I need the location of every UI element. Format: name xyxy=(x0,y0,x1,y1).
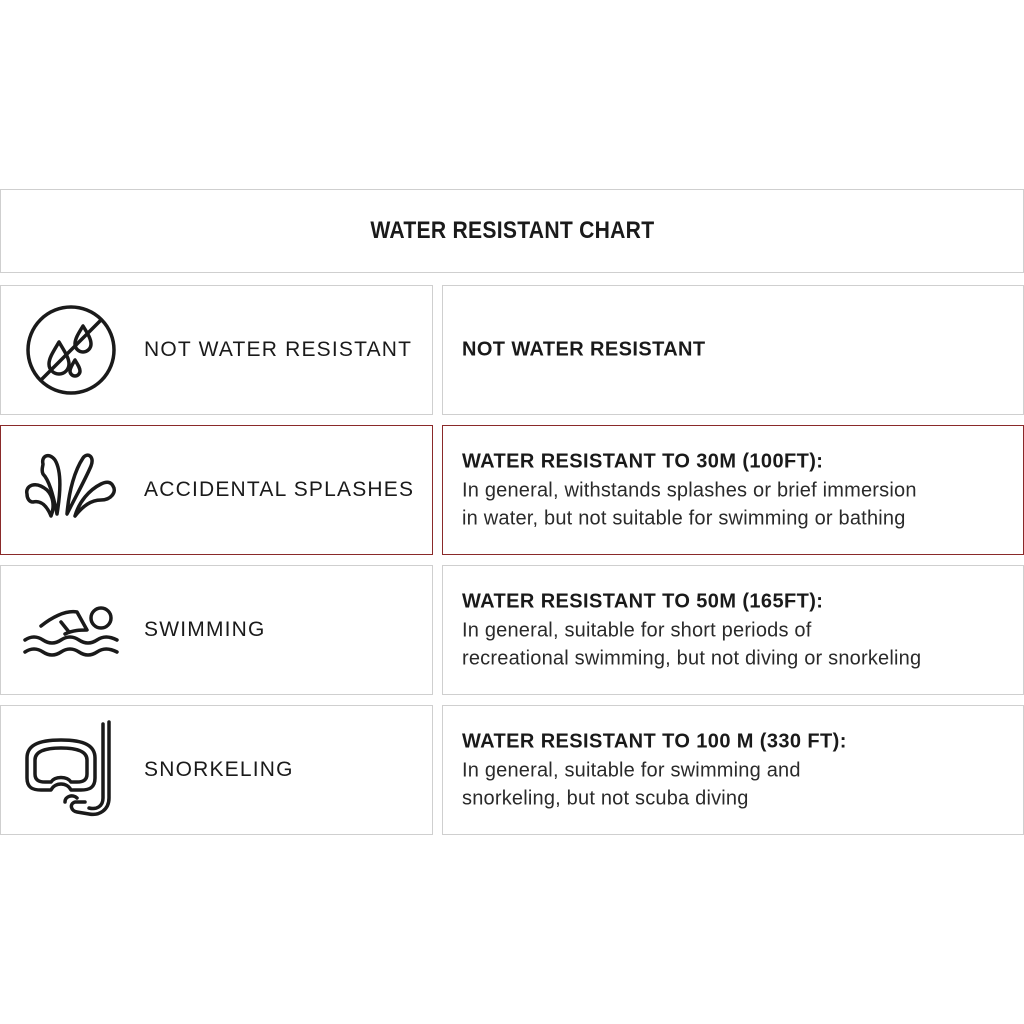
description-line: in water, but not suitable for swimming or bathing xyxy=(462,507,906,530)
category-cell-not-water-resistant xyxy=(0,285,433,415)
description-block xyxy=(462,448,1012,533)
category-cell-snorkeling xyxy=(0,705,433,835)
category-label: NOT WATER RESISTANT xyxy=(144,338,413,361)
splash-icon xyxy=(21,440,121,540)
description-line: snorkeling, but not scuba diving xyxy=(462,787,749,810)
chart-title: WATER RESISTANT CHART xyxy=(369,217,654,244)
description-block xyxy=(462,336,1012,365)
description-line: In general, suitable for swimming and xyxy=(462,759,801,782)
description-body xyxy=(462,757,1012,813)
category-cell-swimming xyxy=(0,565,433,695)
description-heading: WATER RESISTANT TO 100 M (330 FT): xyxy=(462,730,847,753)
description-block xyxy=(462,588,1012,673)
swimmer-icon xyxy=(21,580,121,680)
description-heading: NOT WATER RESISTANT xyxy=(462,338,706,361)
chart-title-box xyxy=(0,189,1024,273)
description-cell-swimming xyxy=(442,565,1024,695)
description-line: recreational swimming, but not diving or snorkeling xyxy=(462,647,922,670)
snorkel-mask-icon xyxy=(21,720,121,820)
description-cell-snorkeling xyxy=(442,705,1024,835)
description-cell-not-water-resistant xyxy=(442,285,1024,415)
category-label: ACCIDENTAL SPLASHES xyxy=(144,478,415,501)
category-label: SWIMMING xyxy=(144,618,266,641)
description-line: In general, withstands splashes or brief immersion xyxy=(462,479,917,502)
no-water-drops-icon xyxy=(21,300,121,400)
description-body xyxy=(462,617,1012,673)
description-heading: WATER RESISTANT TO 30M (100FT): xyxy=(462,450,824,473)
description-line: In general, suitable for short periods of xyxy=(462,619,812,642)
description-heading: WATER RESISTANT TO 50M (165FT): xyxy=(462,590,824,613)
description-block xyxy=(462,728,1012,813)
category-label: SNORKELING xyxy=(144,758,294,781)
description-body xyxy=(462,477,1012,533)
description-cell-accidental-splashes xyxy=(442,425,1024,555)
category-cell-accidental-splashes xyxy=(0,425,433,555)
